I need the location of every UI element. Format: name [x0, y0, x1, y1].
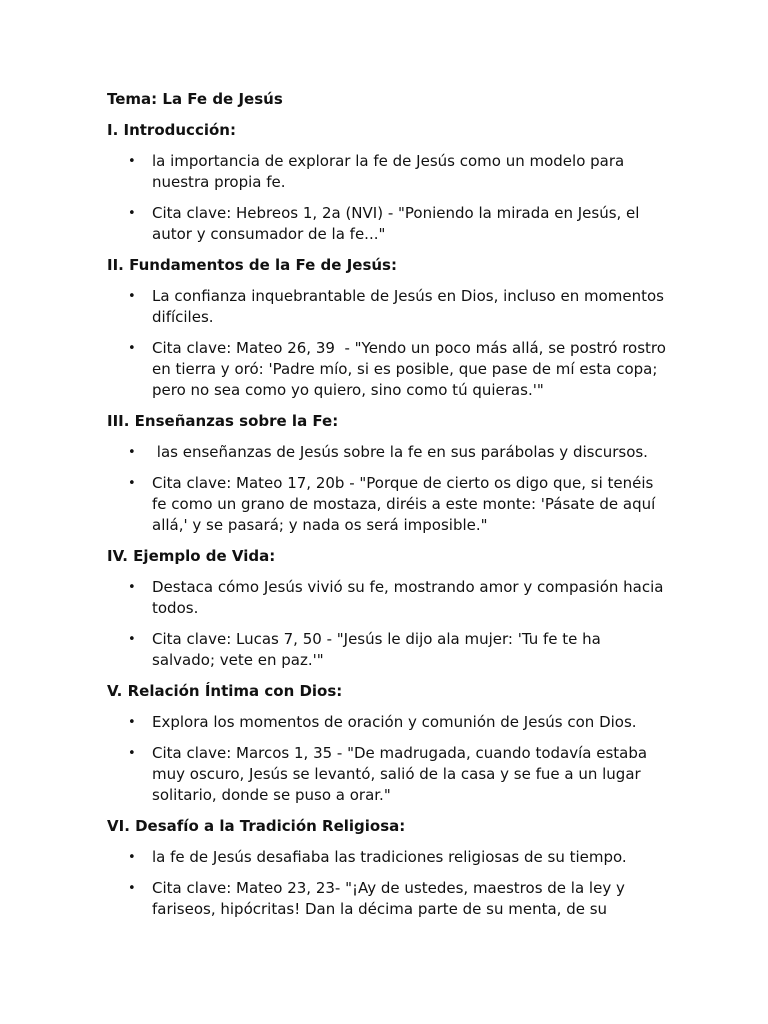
list-item-text: La confianza inquebrantable de Jesús en Dios, incluso en momentos difíciles. — [152, 287, 664, 326]
bullet-list — [107, 847, 667, 920]
list-item-text: la fe de Jesús desafiaba las tradiciones religiosas de su tiempo. — [152, 848, 627, 866]
section-6 — [107, 816, 667, 920]
bullet-list — [107, 442, 667, 536]
list-item — [107, 847, 667, 868]
section-5 — [107, 681, 667, 806]
list-item-text: Cita clave: Marcos 1, 35 - "De madrugada, cuando todavía estaba muy oscuro, Jesús se levantó, salió de la casa y se fue a un lugar solitario, donde se puso a orar." — [152, 744, 648, 804]
bullet-icon: • — [128, 746, 136, 761]
bullet-icon: • — [128, 881, 136, 896]
list-item — [107, 203, 667, 245]
bullet-icon: • — [128, 476, 136, 491]
section-heading: IV. Ejemplo de Vida: — [107, 547, 276, 565]
list-item-text: Explora los momentos de oración y comunión de Jesús con Dios. — [152, 713, 637, 731]
list-item — [107, 151, 667, 193]
section-heading: V. Relación Íntima con Dios: — [107, 682, 343, 700]
bullet-icon: • — [128, 341, 136, 356]
list-item — [107, 473, 667, 536]
bullet-icon: • — [128, 206, 136, 221]
bullet-list — [107, 712, 667, 806]
bullet-icon: • — [128, 445, 136, 460]
list-item — [107, 878, 667, 920]
section-4 — [107, 546, 667, 671]
list-item-text: Cita clave: Mateo 23, 23- "¡Ay de ustedes, maestros de la ley y fariseos, hipócritas! Dan la décima parte de su menta, de su — [152, 879, 625, 918]
list-item-text: las enseñanzas de Jesús sobre la fe en sus parábolas y discursos. — [152, 443, 648, 461]
list-item-text: Cita clave: Mateo 17, 20b - "Porque de cierto os digo que, si tenéis fe como un grano de mostaza, diréis a este monte: 'Pásate de aquí allá,' y se pasará; y nada os será imposible." — [152, 474, 656, 534]
list-item — [107, 577, 667, 619]
bullet-icon: • — [128, 154, 136, 169]
section-heading: I. Introducción: — [107, 121, 236, 139]
list-item — [107, 286, 667, 328]
list-item-text: Cita clave: Hebreos 1, 2a (NVI) - "Poniendo la mirada en Jesús, el autor y consumador de la fe..." — [152, 204, 640, 243]
list-item-text: Cita clave: Mateo 26, 39 - "Yendo un poco más allá, se postró rostro en tierra y oró: 'Padre mío, si es posible, que pase de mí esta copa; pero no sea como yo quiero, sino como tú quieras.'" — [152, 339, 671, 399]
bullet-icon: • — [128, 632, 136, 647]
section-2 — [107, 255, 671, 401]
bullet-list — [107, 286, 671, 401]
list-item-text: Destaca cómo Jesús vivió su fe, mostrando amor y compasión hacia todos. — [152, 578, 664, 617]
list-item — [107, 338, 671, 401]
bullet-icon: • — [128, 289, 136, 304]
list-item — [107, 629, 667, 671]
list-item — [107, 712, 667, 733]
bullet-icon: • — [128, 580, 136, 595]
section-1 — [107, 120, 667, 245]
list-item — [107, 442, 667, 463]
bullet-list — [107, 151, 667, 245]
document-title: Tema: La Fe de Jesús — [107, 90, 283, 108]
list-item-text: la importancia de explorar la fe de Jesús como un modelo para nuestra propia fe. — [152, 152, 625, 191]
bullet-icon: • — [128, 715, 136, 730]
list-item-text: Cita clave: Lucas 7, 50 - "Jesús le dijo ala mujer: 'Tu fe te ha salvado; vete en paz.'" — [152, 630, 601, 669]
section-heading: VI. Desafío a la Tradición Religiosa: — [107, 817, 406, 835]
bullet-list — [107, 577, 667, 671]
bullet-icon: • — [128, 850, 136, 865]
section-3 — [107, 411, 667, 536]
section-heading: II. Fundamentos de la Fe de Jesús: — [107, 256, 397, 274]
document-page — [107, 89, 671, 930]
section-heading: III. Enseñanzas sobre la Fe: — [107, 412, 339, 430]
list-item — [107, 743, 667, 806]
